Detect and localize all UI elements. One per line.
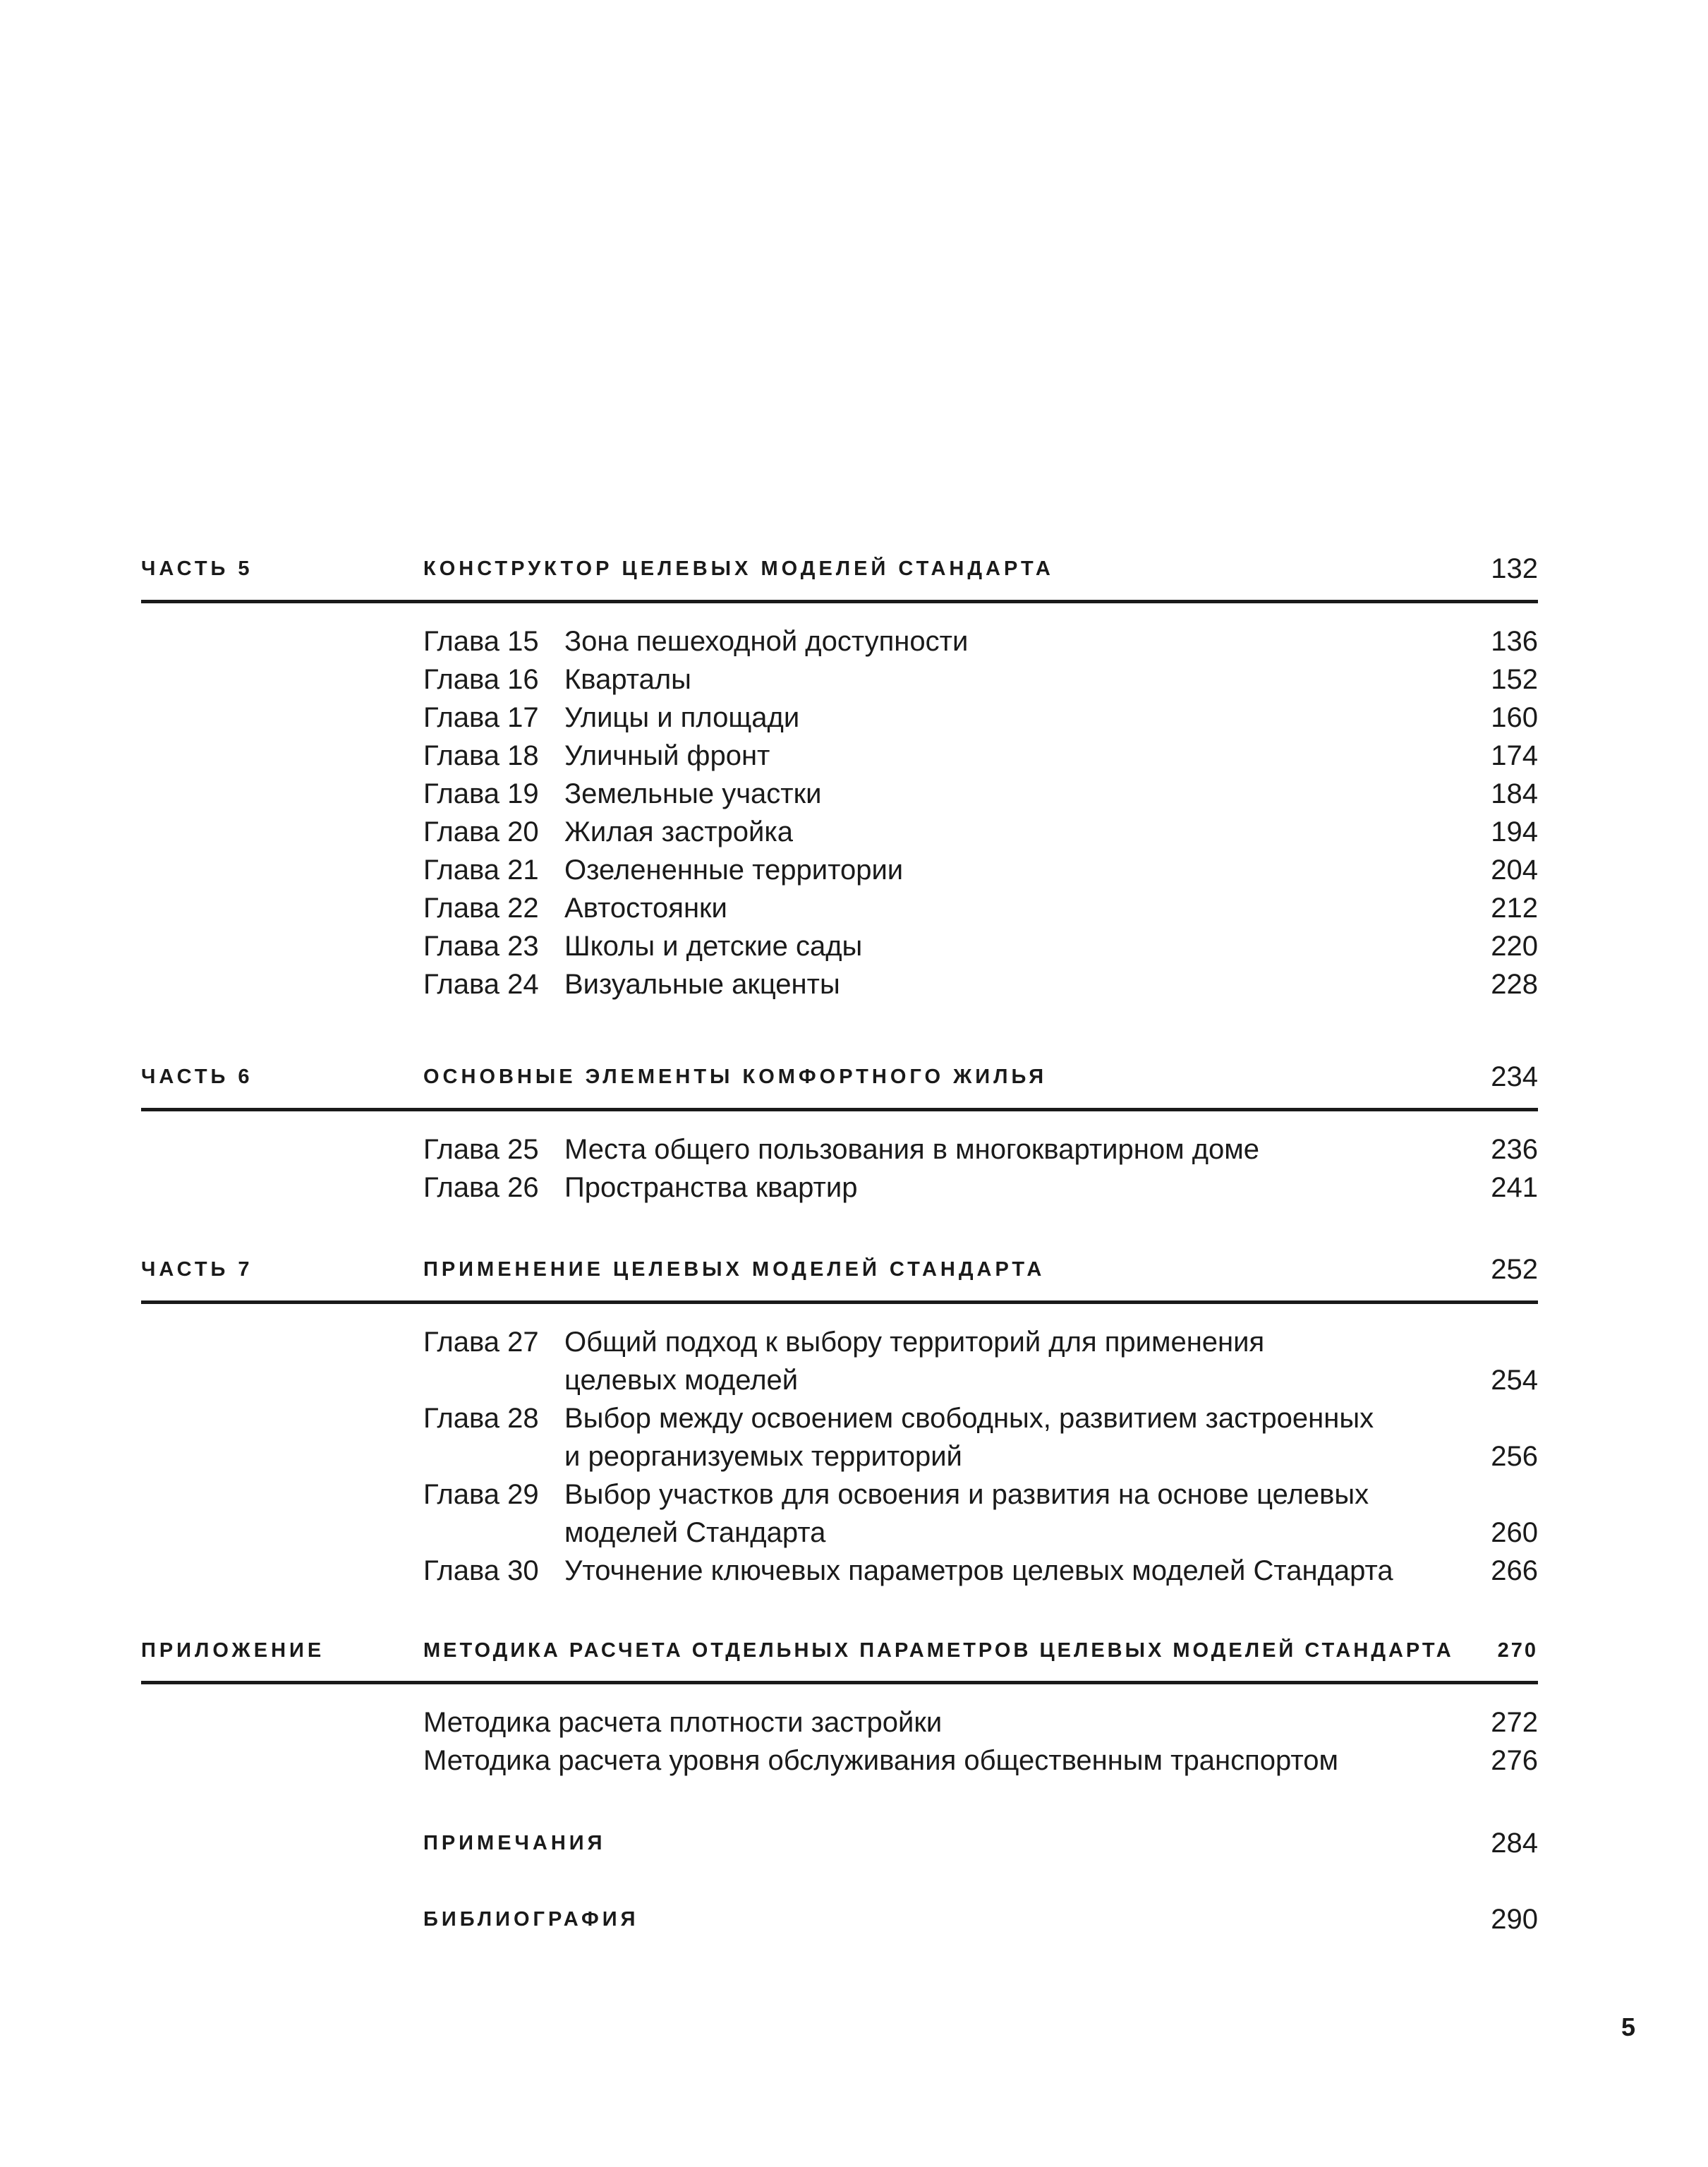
chapter-page: 266	[1491, 1555, 1538, 1586]
appendix-header	[141, 1629, 1538, 1672]
chapter-number: Глава 24	[423, 969, 539, 1000]
chapter-entry	[423, 1323, 1538, 1399]
chapter-title: Автостоянки	[564, 893, 727, 924]
part-7-chapters	[423, 1323, 1538, 1590]
chapter-title: Кварталы	[564, 664, 691, 695]
appendix-page: 272	[1491, 1707, 1538, 1738]
chapter-title: Зона пешеходной доступности	[564, 626, 969, 657]
part-6-chapters	[423, 1130, 1538, 1207]
chapter-title: Выбор между освоением свободных, развитием застроенных и реорганизуемых территорий	[564, 1403, 1374, 1472]
page-number: 5	[1621, 2012, 1636, 2041]
chapter-number: Глава 25	[423, 1134, 539, 1165]
chapter-number: Глава 16	[423, 664, 539, 695]
chapter-title: Жилая застройка	[564, 816, 794, 847]
part-title: КОНСТРУКТОР ЦЕЛЕВЫХ МОДЕЛЕЙ СТАНДАРТА	[423, 557, 1054, 580]
chapter-page: 174	[1491, 740, 1538, 771]
chapter-page: 152	[1491, 664, 1538, 695]
chapter-title: Уточнение ключевых параметров целевых моделей Стандарта	[564, 1555, 1393, 1586]
chapter-page: 204	[1491, 855, 1538, 886]
chapter-title: Общий подход к выбору территорий для применения целевых моделей	[564, 1327, 1265, 1396]
chapter-title: Земельные участки	[564, 778, 822, 809]
part-title: ОСНОВНЫЕ ЭЛЕМЕНТЫ КОМФОРТНОГО ЖИЛЬЯ	[423, 1066, 1048, 1088]
chapter-number: Глава 30	[423, 1555, 539, 1586]
part-label: ЧАСТЬ 6	[141, 1066, 253, 1088]
bibliography-page: 290	[1491, 1904, 1538, 1935]
chapter-page: 256	[1491, 1441, 1538, 1472]
chapter-entry	[423, 775, 1538, 813]
chapter-number: Глава 18	[423, 740, 539, 771]
appendix-page: 276	[1491, 1745, 1538, 1776]
section-divider	[141, 1681, 1538, 1684]
chapter-page: 184	[1491, 778, 1538, 809]
chapter-number: Глава 17	[423, 702, 539, 733]
part-5-chapters	[423, 622, 1538, 1003]
chapter-title: Пространства квартир	[564, 1172, 858, 1203]
part-title: МЕТОДИКА РАСЧЕТА ОТДЕЛЬНЫХ ПАРАМЕТРОВ ЦЕЛЕВЫХ МОДЕЛЕЙ СТАНДАРТА	[423, 1639, 1454, 1662]
chapter-page: 236	[1491, 1134, 1538, 1165]
chapter-entry	[423, 1399, 1538, 1475]
chapter-title: Визуальные акценты	[564, 969, 840, 1000]
chapter-page: 220	[1491, 931, 1538, 962]
notes-page: 284	[1491, 1828, 1538, 1859]
table-of-contents	[141, 0, 1538, 2167]
part-5-header	[141, 548, 1538, 590]
chapter-entry	[423, 737, 1538, 775]
chapter-entry	[423, 851, 1538, 889]
chapter-entry	[423, 1552, 1538, 1590]
part-7-header	[141, 1248, 1538, 1291]
appendix-entry	[423, 1742, 1538, 1780]
chapter-title: Улицы и площади	[564, 702, 800, 733]
chapter-number: Глава 27	[423, 1327, 539, 1358]
chapter-page: 212	[1491, 893, 1538, 924]
appendix-title: Методика расчета уровня обслуживания общественным транспортом	[423, 1745, 1338, 1776]
chapter-entry	[423, 965, 1538, 1003]
chapter-entry	[423, 1475, 1538, 1552]
chapter-entry	[423, 1130, 1538, 1169]
chapter-title: Школы и детские сады	[564, 931, 863, 962]
chapter-number: Глава 21	[423, 855, 539, 886]
part-6-header	[141, 1056, 1538, 1098]
appendix-title: Методика расчета плотности застройки	[423, 1707, 943, 1738]
part-page: 270	[1497, 1639, 1538, 1662]
section-divider	[141, 1108, 1538, 1111]
chapter-page: 228	[1491, 969, 1538, 1000]
chapter-number: Глава 26	[423, 1172, 539, 1203]
chapter-entry	[423, 1169, 1538, 1207]
chapter-number: Глава 23	[423, 931, 539, 962]
section-divider	[141, 600, 1538, 603]
chapter-title: Озелененные территории	[564, 855, 904, 886]
chapter-entry	[423, 927, 1538, 965]
chapter-title: Уличный фронт	[564, 740, 770, 771]
chapter-title: Места общего пользования в многоквартирном доме	[564, 1134, 1260, 1165]
part-title: ПРИМЕНЕНИЕ ЦЕЛЕВЫХ МОДЕЛЕЙ СТАНДАРТА	[423, 1258, 1046, 1281]
notes-header	[141, 1822, 1538, 1864]
chapter-page: 241	[1491, 1172, 1538, 1203]
section-divider	[141, 1300, 1538, 1304]
part-label: ЧАСТЬ 7	[141, 1258, 253, 1281]
chapter-page: 136	[1491, 626, 1538, 657]
chapter-number: Глава 22	[423, 893, 539, 924]
chapter-number: Глава 28	[423, 1403, 539, 1434]
appendix-items	[423, 1703, 1538, 1780]
chapter-entry	[423, 699, 1538, 737]
part-label: ПРИЛОЖЕНИЕ	[141, 1639, 325, 1662]
chapter-title: Выбор участков для освоения и развития на основе целевых моделей Стандарта	[564, 1479, 1369, 1548]
chapter-number: Глава 19	[423, 778, 539, 809]
chapter-page: 160	[1491, 702, 1538, 733]
chapter-entry	[423, 660, 1538, 699]
bibliography-title: БИБЛИОГРАФИЯ	[423, 1908, 639, 1931]
chapter-number: Глава 29	[423, 1479, 539, 1510]
notes-title: ПРИМЕЧАНИЯ	[423, 1832, 606, 1854]
chapter-entry	[423, 622, 1538, 660]
chapter-number: Глава 15	[423, 626, 539, 657]
bibliography-header	[141, 1898, 1538, 1940]
part-label: ЧАСТЬ 5	[141, 557, 253, 580]
appendix-entry	[423, 1703, 1538, 1742]
part-page: 252	[1491, 1254, 1538, 1285]
chapter-page: 260	[1491, 1517, 1538, 1548]
part-page: 132	[1491, 553, 1538, 584]
part-page: 234	[1491, 1061, 1538, 1092]
chapter-entry	[423, 813, 1538, 851]
chapter-page: 194	[1491, 816, 1538, 847]
chapter-entry	[423, 889, 1538, 927]
chapter-number: Глава 20	[423, 816, 539, 847]
chapter-page: 254	[1491, 1365, 1538, 1396]
